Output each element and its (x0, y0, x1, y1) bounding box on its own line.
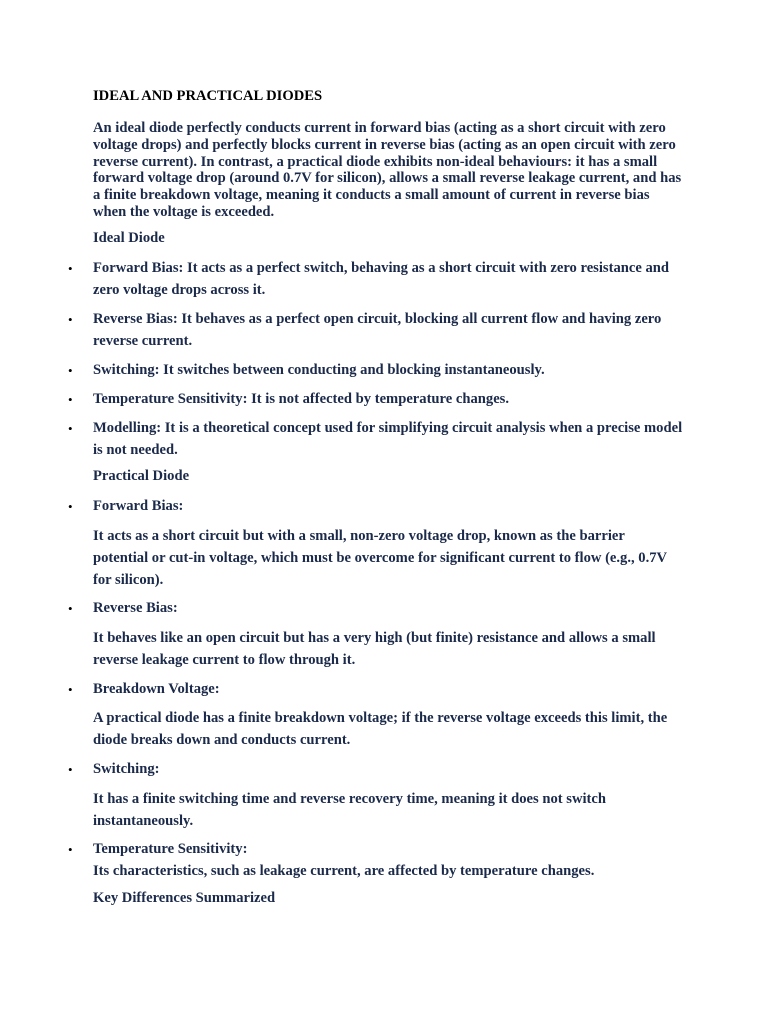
list-item-text: Switching: It switches between conducting and blocking instantaneously. (93, 362, 545, 378)
list-item (68, 360, 688, 382)
list-item (68, 839, 688, 861)
bullet-icon: • (68, 842, 73, 857)
list-item (68, 418, 688, 462)
list-item-description: Its characteristics, such as leakage current, are affected by temperature changes. (93, 863, 595, 879)
list-item (68, 679, 688, 701)
list-item (68, 389, 688, 411)
list-item (68, 598, 688, 620)
bullet-icon: • (68, 363, 73, 378)
bullet-icon: • (68, 601, 73, 616)
list-item-label: Switching: (93, 761, 160, 777)
list-item-label: Temperature Sensitivity: (93, 841, 248, 857)
bullet-icon: • (68, 392, 73, 407)
list-item-text: Modelling: It is a theoretical concept used for simplifying circuit analysis when a precise model is not needed. (93, 420, 683, 458)
list-item (68, 309, 688, 353)
bullet-icon: • (68, 499, 73, 514)
intro-paragraph: An ideal diode perfectly conducts current in forward bias (acting as a short circuit with zero voltage drops) and perfectly blocks current in reverse bias (acting as an open circuit with zero reverse current). In contrast, a practical diode exhibits non-ideal behaviours: it has a small forward voltage drop (around 0.7V for silicon), allows a small reverse leakage current, and has a finite breakdown voltage, meaning it conducts a small amount of current in reverse bias when the voltage is exceeded. (93, 120, 682, 220)
summary-heading: Key Differences Summarized (93, 890, 276, 906)
list-item-description: It behaves like an open circuit but has a very high (but finite) resistance and allows a small reverse leakage current to flow through it. (93, 630, 656, 668)
list-item-text: Forward Bias: It acts as a perfect switch, behaving as a short circuit with zero resistance and zero voltage drops across it. (93, 260, 669, 298)
ideal-diode-heading: Ideal Diode (93, 230, 165, 246)
list-item-description: It has a finite switching time and reverse recovery time, meaning it does not switch instantaneously. (93, 791, 607, 829)
bullet-icon: • (68, 682, 73, 697)
list-item-text: Temperature Sensitivity: It is not affected by temperature changes. (93, 391, 509, 407)
list-item-description: A practical diode has a finite breakdown voltage; if the reverse voltage exceeds this limit, the diode breaks down and conducts current. (93, 710, 668, 748)
list-item-text: Reverse Bias: It behaves as a perfect open circuit, blocking all current flow and having zero reverse current. (93, 311, 662, 349)
practical-diode-heading: Practical Diode (93, 468, 190, 484)
list-item (68, 258, 688, 302)
bullet-icon: • (68, 261, 73, 276)
list-item (68, 496, 688, 518)
document-title: IDEAL AND PRACTICAL DIODES (93, 88, 323, 104)
list-item (68, 759, 688, 781)
bullet-icon: • (68, 762, 73, 777)
list-item-description: It acts as a short circuit but with a small, non-zero voltage drop, known as the barrier potential or cut-in voltage, which must be overcome for significant current to flow (e.g., 0.7V for silicon). (93, 528, 667, 588)
list-item-label: Reverse Bias: (93, 600, 178, 616)
list-item-label: Forward Bias: (93, 498, 184, 514)
bullet-icon: • (68, 421, 73, 436)
bullet-icon: • (68, 312, 73, 327)
list-item-label: Breakdown Voltage: (93, 681, 220, 697)
